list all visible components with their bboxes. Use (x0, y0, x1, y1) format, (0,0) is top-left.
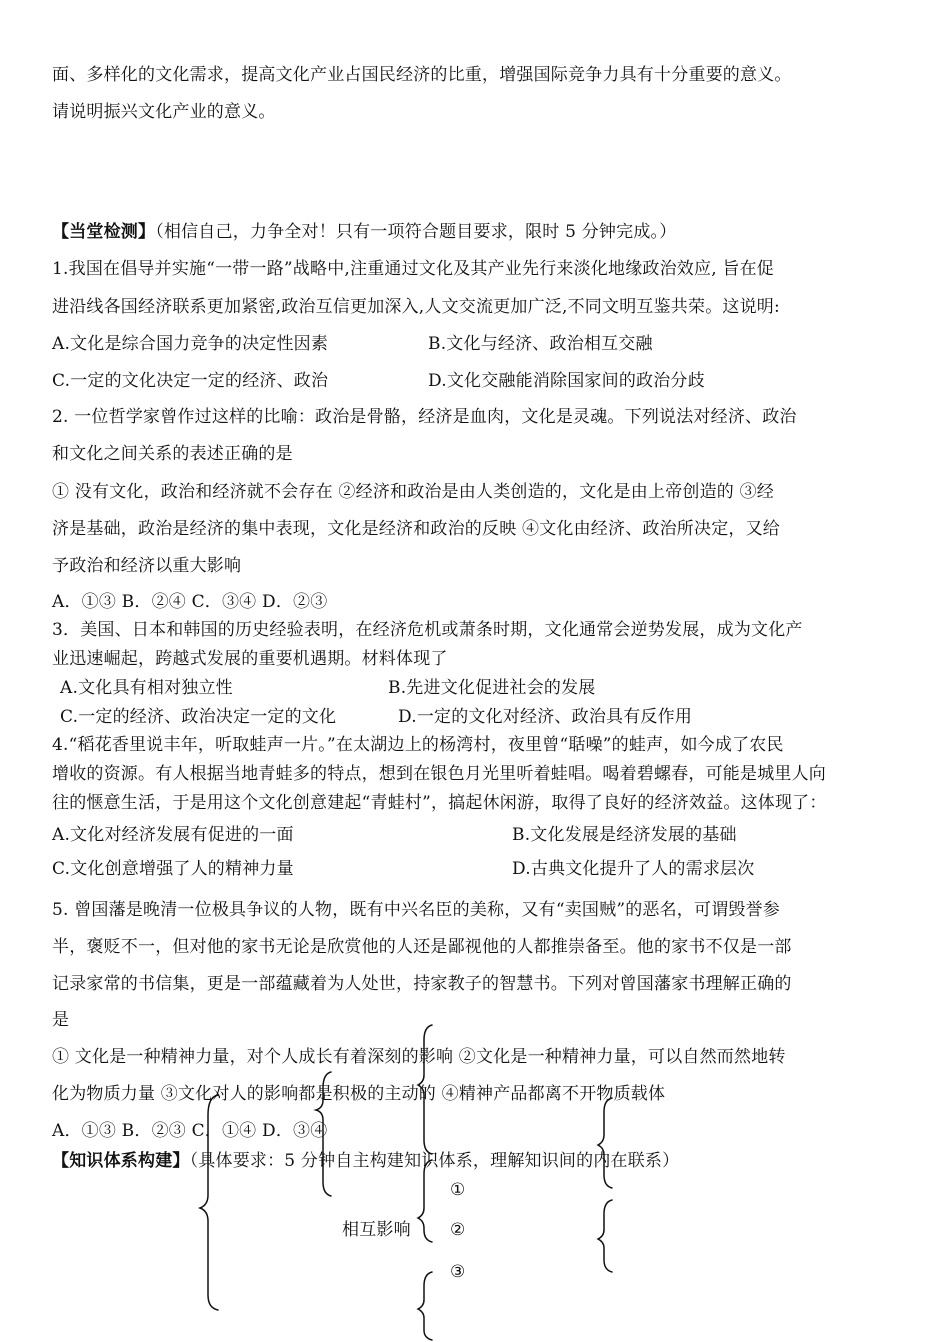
q2-stem-line-1: 2. 一位哲学家曾作过这样的比喻：政治是骨骼，经济是血肉，文化是灵魂。下列说法对经济、政治 (52, 407, 797, 427)
q1-option-b: B.文化与经济、政治相互交融 (428, 334, 653, 354)
test-section-instructions: （相信自己，力争全对！只有一项符合题目要求，限时 5 分钟完成。） (155, 222, 677, 242)
q1-option-a: A.文化是综合国力竞争的决定性因素 (52, 334, 329, 354)
q1-option-d: D.文化交融能消除国家间的政治分歧 (428, 371, 705, 391)
q5-statements-line-1: ① 文化是一种精神力量，对个人成长有着深刻的影响 ②文化是一种精神力量，可以自然而然地转 (52, 1047, 786, 1067)
q5-stem-line-1: 5. 曾国藩是晚清一位极具争议的人物，既有中兴名臣的美称，又有“卖国贼”的恶名，可谓毁誉参 (52, 900, 781, 920)
q3-stem-line-1: 3．美国、日本和韩国的历史经验表明，在经济危机或萧条时期，文化通常会逆势发展，成为文化产 (52, 620, 803, 640)
q4-option-a: A.文化对经济发展有促进的一面 (52, 825, 294, 845)
q2-statements-line-2: 济是基础，政治是经济的集中表现，文化是经济和政治的反映 ④文化由经济、政治所决定，又给 (52, 519, 781, 539)
q1-option-c: C.一定的文化决定一定的经济、政治 (52, 371, 329, 391)
knowledge-section-title: 【知识体系构建】 (52, 1151, 190, 1171)
brace-upper-top (418, 1025, 432, 1154)
q3-option-c: C.一定的经济、政治决定一定的文化 (60, 707, 337, 727)
brace-upper-left (316, 1072, 331, 1196)
q5-options: A．①③ B．②③ C．①④ D．③④ (52, 1121, 328, 1141)
q4-stem-line-2: 增收的资源。有人根据当地青蛙多的特点，想到在银色月光里听着蛙唱。喝着碧螺春，可能是城里人向 (52, 764, 826, 784)
brace-right-lower (598, 1200, 612, 1272)
brace-lower (418, 1272, 432, 1340)
q2-options: A．①③ B．②④ C．③④ D．②③ (52, 592, 328, 612)
q3-option-a: A.文化具有相对独立性 (60, 678, 233, 698)
q4-option-b: B.文化发展是经济发展的基础 (512, 825, 737, 845)
mutual-influence-label: 相互影响 (342, 1220, 411, 1240)
q2-stem-line-2: 和文化之间关系的表述正确的是 (52, 444, 293, 464)
q4-stem-line-3: 往的惬意生活，于是用这个文化创意建起“青蛙村”，搞起休闲游，取得了良好的经济效益。这体现了： (52, 793, 827, 813)
q1-stem-line-2: 进沿线各国经济联系更加紧密,政治互信更加深入,人文交流更加广泛,不同文明互鉴共荣。这说明: (52, 297, 780, 317)
intro-line-1: 面、多样化的文化需求，提高文化产业占国民经济的比重，增强国际竞争力具有十分重要的意义。 (52, 65, 792, 85)
intro-line-2: 请说明振兴文化产业的意义。 (52, 102, 276, 122)
q5-stem-line-2: 半，褒贬不一，但对他的家书无论是欣赏他的人还是鄙视他的人都推崇备至。他的家书不仅是一部 (52, 937, 792, 957)
blank-item-1: ① (450, 1180, 466, 1200)
q4-option-c: C.文化创意增强了人的精神力量 (52, 859, 294, 879)
q1-stem-line-1: 1.我国在倡导并实施“一带一路”战略中,注重通过文化及其产业先行来淡化地缘政治效应, 旨在促 (52, 259, 775, 279)
brace-main-left (200, 1095, 218, 1310)
q3-option-b: B.先进文化促进社会的发展 (388, 678, 596, 698)
test-section-title: 【当堂检测】 (52, 222, 156, 242)
q3-stem-line-2: 业迅速崛起，跨越式发展的重要机遇期。材料体现了 (52, 649, 448, 669)
q4-stem-line-1: 4.“稻花香里说丰年，听取蛙声一片。”在太湖边上的杨湾村，夜里曾“聒噪”的蛙声，如今成了农民 (52, 735, 784, 755)
q4-option-d: D.古典文化提升了人的需求层次 (512, 859, 755, 879)
q2-statements-line-1: ① 没有文化，政治和经济就不会存在 ②经济和政治是由人类创造的，文化是由上帝创造的 ③经 (52, 482, 775, 502)
blank-item-2: ② (450, 1220, 466, 1240)
blank-item-3: ③ (450, 1262, 466, 1282)
q3-option-d: D.一定的文化对经济、政治具有反作用 (398, 707, 693, 727)
q5-statements-line-2: 化为物质力量 ③文化对人的影响都是积极的主动的 ④精神产品都离不开物质载体 (52, 1084, 666, 1104)
q5-stem-line-3: 记录家常的书信集，更是一部蕴藏着为人处世，持家教子的智慧书。下列对曾国藩家书理解正确的 (52, 974, 792, 994)
q2-statements-line-3: 予政治和经济以重大影响 (52, 556, 242, 576)
brace-mid-items (418, 1160, 432, 1242)
q5-stem-line-4: 是 (52, 1010, 70, 1030)
knowledge-section-instructions: （具体要求：5 分钟自主构建知识体系，理解知识间的内在联系） (189, 1151, 680, 1171)
brace-right-upper (598, 1098, 612, 1188)
